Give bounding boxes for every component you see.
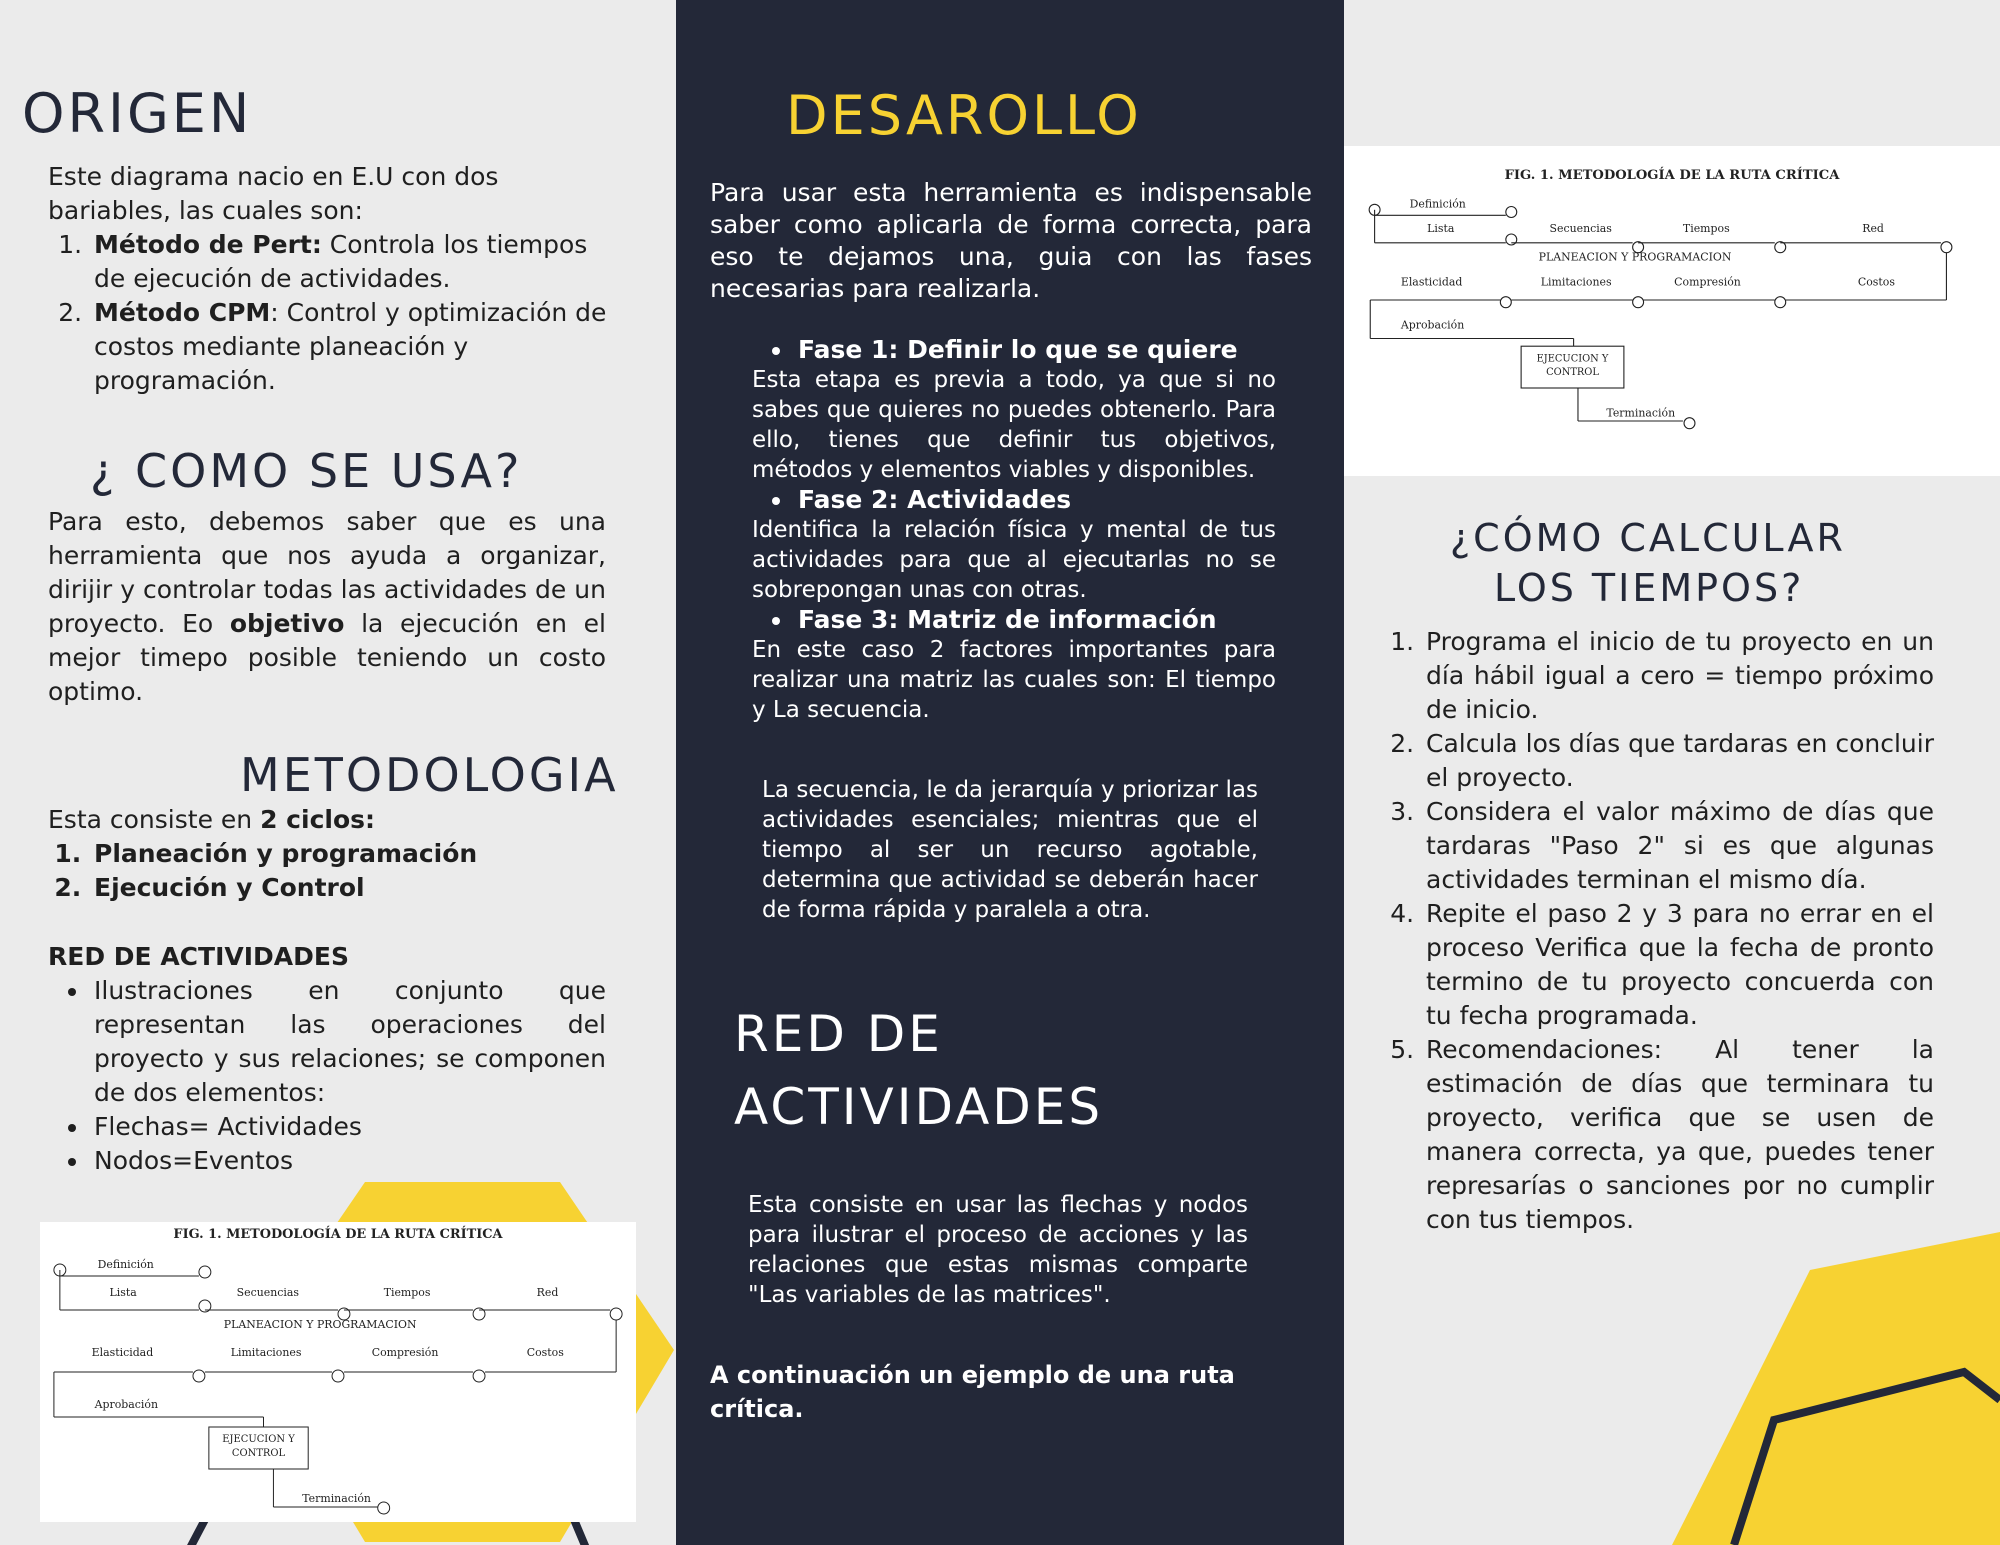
red-item: • Flechas= Actividades	[90, 1110, 606, 1144]
desarollo-phases	[752, 335, 1276, 725]
calcular-item: 1. Programa el inicio de tu proyecto en un día hábil igual a cero = tiempo próximo de inicio.	[1422, 625, 1934, 727]
red-actividades-title-1: RED DE	[734, 1005, 943, 1063]
figure-label-lista: Lista	[1427, 221, 1455, 235]
red-actividades-title: RED DE ACTIVIDADES	[48, 942, 349, 971]
metodologia-intro: Esta consiste en 2 ciclos:	[48, 805, 376, 834]
figure-label-limitaciones: Limitaciones	[1540, 275, 1612, 289]
calcular-title-2: LOS TIEMPOS?	[1494, 566, 1805, 610]
figure-label-aprobacion: Aprobación	[94, 1397, 159, 1412]
figure-label-definicion: Definición	[1409, 197, 1466, 211]
phase-1	[794, 335, 1276, 365]
desarollo-intro: Para usar esta herramienta es indispensable saber como aplicarla de forma correcta, para eso te dejamos una, guia con las fases necesarias para realizarla.	[710, 178, 1312, 303]
red-actividades-section	[48, 940, 606, 1178]
phase-1-text: Esta etapa es previa a todo, ya que si no sabes que quieres no puedes obtenerlo. Para ello, tienes que definir tus objetivos, métodos y elementos viables y disponibles.	[752, 367, 1276, 483]
example-caption: A continuación un ejemplo de una ruta crítica.	[710, 1361, 1235, 1423]
phase-1-title: • Fase 1: Definir lo que se quiere	[794, 335, 1276, 365]
figure-label-secuencias: Secuencias	[236, 1285, 299, 1300]
metodologia-title: METODOLOGIA	[240, 748, 619, 802]
calcular-list	[1396, 625, 1934, 1237]
figure-label-lista: Lista	[109, 1285, 137, 1300]
figure-label-red: Red	[1862, 221, 1884, 235]
metodologia-list	[90, 837, 608, 905]
figure-label-elasticidad: Elasticidad	[91, 1345, 154, 1360]
como-se-usa-title: ¿ COMO SE USA?	[90, 444, 523, 498]
figure-label-costos: Costos	[526, 1345, 564, 1360]
right-panel	[1344, 0, 2000, 1545]
phase-2-title: • Fase 2: Actividades	[794, 485, 1276, 515]
figure-title: FIG. 1. METODOLOGÍA DE LA RUTA CRÍTICA	[173, 1226, 503, 1243]
calcular-title-1: ¿CÓMO CALCULAR	[1450, 516, 1846, 560]
phase-3-text: En este caso 2 factores importantes para realizar una matriz las cuales son: El tiempo y La secuencia.	[752, 637, 1276, 723]
calcular-item: 4. Repite el paso 2 y 3 para no errar en el proceso Verifica que la fecha de pronto termino de tu proyecto concuerda con tu fecha programada.	[1422, 897, 1934, 1033]
desarollo-title: DESAROLLO	[786, 84, 1142, 147]
red-actividades-list	[90, 974, 606, 1178]
metodologia-item: 1. Planeación y programación	[90, 837, 608, 871]
red-item: • Ilustraciones en conjunto que representan las operaciones del proyecto y sus relaciones; se componen de dos elementos:	[90, 974, 606, 1110]
figure-label-definicion: Definición	[97, 1257, 154, 1272]
phase-3-title: • Fase 3: Matriz de información	[794, 605, 1276, 635]
origen-intro: Este diagrama nacio en E.U con dos bariables, las cuales son:	[48, 162, 499, 225]
phase-3	[794, 605, 1276, 635]
metodologia-section	[48, 803, 608, 905]
figure-label-tiempos: Tiempos	[383, 1285, 431, 1300]
calcular-item: 5. Recomendaciones: Al tener la estimación de días que terminara tu proyecto, verifica que se usen de manera correcta, ya que, puedes tener represarías o sanciones por no cumplir con tus tiempos.	[1422, 1033, 1934, 1237]
figure-label-limitaciones: Limitaciones	[230, 1345, 302, 1360]
calcular-item: 3. Considera el valor máximo de días que tardaras "Paso 2" si es que algunas actividades terminan el mismo día.	[1422, 795, 1934, 897]
figure-label-terminacion: Terminación	[1606, 406, 1676, 420]
red-actividades-text: Esta consiste en usar las flechas y nodos para ilustrar el proceso de acciones y las relaciones que estas mismas comparte "Las variables de las matrices".	[748, 1192, 1248, 1308]
figure-label-planeacion: PLANEACION Y PROGRAMACION	[223, 1317, 417, 1332]
figure-label-elasticidad: Elasticidad	[1400, 275, 1463, 289]
figure-label-compresion: Compresión	[1674, 275, 1741, 289]
figure-label-secuencias: Secuencias	[1549, 221, 1612, 235]
phase-2	[794, 485, 1276, 515]
figure-label-red: Red	[536, 1285, 559, 1300]
left-panel	[0, 0, 676, 1545]
calcular-item: 2. Calcula los días que tardaras en concluir el proyecto.	[1422, 727, 1934, 795]
figure-label-ejecucion-2: CONTROL	[1546, 366, 1599, 378]
secuencia-text: La secuencia, le da jerarquía y priorizar las actividades esenciales; mientras que el tiempo al ser un recurso agotable, determina que actividad se deberán hacer de forma rápida y paralela a otra.	[762, 777, 1258, 923]
figure-label-tiempos: Tiempos	[1682, 221, 1730, 235]
phase-2-text: Identifica la relación física y mental de tus actividades para que al ejecutarlas no se sobrepongan unas con otras.	[752, 517, 1276, 603]
figure-label-costos: Costos	[1857, 275, 1895, 289]
critical-path-figure-left	[40, 1222, 636, 1522]
origen-section	[48, 160, 608, 398]
figure-label-ejecucion-1: EJECUCION Y	[1536, 353, 1609, 365]
como-se-usa-text: Para esto, debemos saber que es una herramienta que nos ayuda a organizar, dirijir y controlar todas las actividades de un proyecto. Eo objetivo la ejecución en el mejor timepo posible teniendo un costo optimo.	[48, 507, 606, 706]
figure-label-ejecucion-2: CONTROL	[231, 1447, 286, 1460]
origen-list	[90, 228, 608, 398]
red-item: • Nodos=Eventos	[90, 1144, 606, 1178]
figure-label-planeacion: PLANEACION Y PROGRAMACION	[1538, 250, 1732, 264]
critical-path-figure-right	[1344, 146, 2000, 476]
red-actividades-title-2: ACTIVIDADES	[734, 1078, 1104, 1136]
metodologia-item: 2. Ejecución y Control	[90, 871, 608, 905]
decorative-hexagon-outline	[1674, 1360, 2000, 1545]
origen-item-pert: 1. Método de Pert: Controla los tiempos de ejecución de actividades.	[90, 228, 608, 296]
figure-label-compresion: Compresión	[371, 1345, 439, 1360]
figure-label-terminacion: Terminación	[302, 1491, 371, 1506]
middle-panel	[676, 0, 1344, 1545]
figure-label-ejecucion-1: EJECUCION Y	[222, 1433, 295, 1446]
origen-title: ORIGEN	[22, 82, 253, 145]
origen-item-cpm: 2. Método CPM: Control y optimización de costos mediante planeación y programación.	[90, 296, 608, 398]
figure-label-aprobacion: Aprobación	[1400, 318, 1465, 332]
figure-title: FIG. 1. METODOLOGÍA DE LA RUTA CRÍTICA	[1504, 167, 1840, 184]
